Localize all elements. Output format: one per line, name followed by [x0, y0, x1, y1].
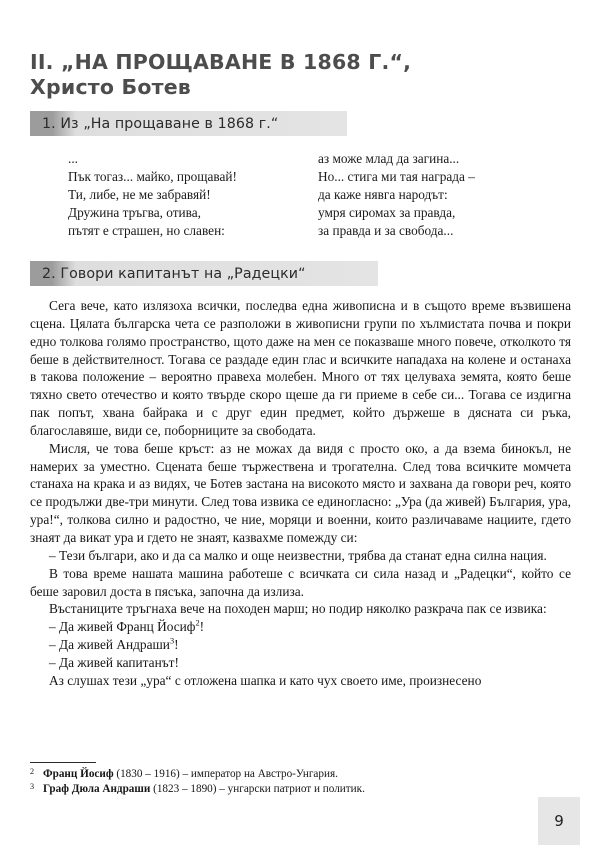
- footnote-marker-3: 3: [169, 636, 175, 646]
- poem-line: аз може млад да загина...: [318, 151, 460, 166]
- section-header-label-2: 2. Говори капитанът на „Радецки“: [42, 265, 306, 282]
- poem-line: пътят е страшен, но славен:: [68, 222, 225, 238]
- body-paragraph: Сега вече, като излязоха всички, последва една живописна и в същото време възвишена сцена. Цялата българска чета се разположи в живописни групи по хълмистата почва и покри едно толкова голямо пространство, щото даже на мен се показваше много повече, отколкото тя беше в действителност. Тогава се раздаде един глас и всичките нападаха на колене и останаха в такова положение – вероятно правеха молебен. Много от тях целуваха земята, която беше тяхно свето отечество и която твърде скоро щеше да ги приеме в себе си... Тогава се издигна пак попът, хвана байрака и с друг един предмет, който държеше в дясната си ръка, благославяше, види се, поборниците за свободата.: [30, 298, 571, 438]
- footnote-number: 3: [30, 781, 35, 791]
- footnote-body: [43, 767, 571, 782]
- section-header-band-1: [30, 111, 347, 136]
- section-header-label-1: 1. Из „На прощаване в 1868 г.“: [42, 115, 279, 132]
- dialogue-text: – Да живей Франц Йосиф: [49, 619, 196, 635]
- dialogue-punct: !: [199, 619, 205, 635]
- body-paragraph: Въстаниците тръгнаха вече на походен марш; но подир няколко разкрача пак се извика:: [49, 601, 547, 617]
- poem-line: Но... стига ми тая награда –: [318, 168, 475, 184]
- poem-line: да каже нявга народът:: [318, 186, 448, 202]
- footnote-body: [43, 782, 571, 797]
- poem-line: Дружина тръгва, отива,: [68, 204, 201, 220]
- page-number-box: [538, 797, 580, 845]
- footnote-item: [30, 782, 571, 797]
- page-number: 9: [554, 812, 564, 830]
- poem-column-right: [318, 150, 475, 240]
- poem-line: за правда и за свобода...: [318, 222, 454, 238]
- footnote-term: Франц Йосиф: [43, 768, 114, 780]
- footnote-term: Граф Дюла Андраши: [43, 783, 151, 796]
- poem-excerpt: [30, 150, 570, 246]
- body-paragraph: Мисля, че това беше кръст: аз не можах да видя с просто око, а да взема бинокъл, не намерих за уместно. Сцената беше тържествена и трогателна. След това всичките момчета станаха на крака и аз видях, че Ботев застана на високото място и захвана да говори реч, която се продължи две-три минути. След това извика се единогласно: „Ура (да живей) България, ура, ура!“, толкова силно и радостно, че ние, моряци и военни, които различаваме нациите, гдето знаят да викат ура и гдето не знаят, казвахме помежду си:: [30, 440, 571, 545]
- footnote-description: (1830 – 1916) – император на Австро-Унгария.: [113, 768, 338, 780]
- poem-line: Пък тогаз... майко, прощавай!: [68, 168, 237, 184]
- page-title-line-1: II. „НА ПРОЩАВАНЕ В 1868 Г.“,: [30, 49, 412, 74]
- dialogue-line-3: – Да живей капитанът!: [49, 654, 179, 670]
- footnote-number: 2: [30, 766, 35, 776]
- body-paragraph: – Тези българи, ако и да са малко и още неизвестни, трябва да станат една силна нация.: [49, 547, 547, 563]
- footnote-item: [30, 767, 571, 782]
- footnotes-area: [30, 762, 571, 798]
- dialogue-line-1: [30, 618, 571, 636]
- footnote-description: (1823 – 1890) – унгарски патриот и политик.: [150, 783, 365, 796]
- footnote-marker-2: 2: [195, 618, 200, 628]
- body-text: [30, 297, 571, 690]
- body-paragraph: Аз слушах тези „ура“ с отложена шапка и като чух своето име, произнесено: [49, 672, 482, 688]
- poem-column-left: [68, 150, 237, 240]
- page-title: [30, 50, 550, 100]
- poem-line: умря сиромах за правда,: [318, 204, 456, 220]
- body-paragraph: В това време нашата машина работеше с всичката си сила назад и „Радецки“, който се беше заровил доста в пясъка, започна да излиза.: [30, 565, 571, 599]
- page-title-line-2: Христо Ботев: [30, 74, 191, 99]
- section-header-band-2: [30, 261, 378, 286]
- dialogue-text: – Да живей Андраши: [49, 637, 170, 653]
- dialogue-line-2: [30, 636, 571, 654]
- poem-line: ...: [68, 151, 78, 166]
- poem-line: Ти, либе, не ме забравяй!: [68, 186, 211, 202]
- dialogue-punct: !: [174, 637, 179, 653]
